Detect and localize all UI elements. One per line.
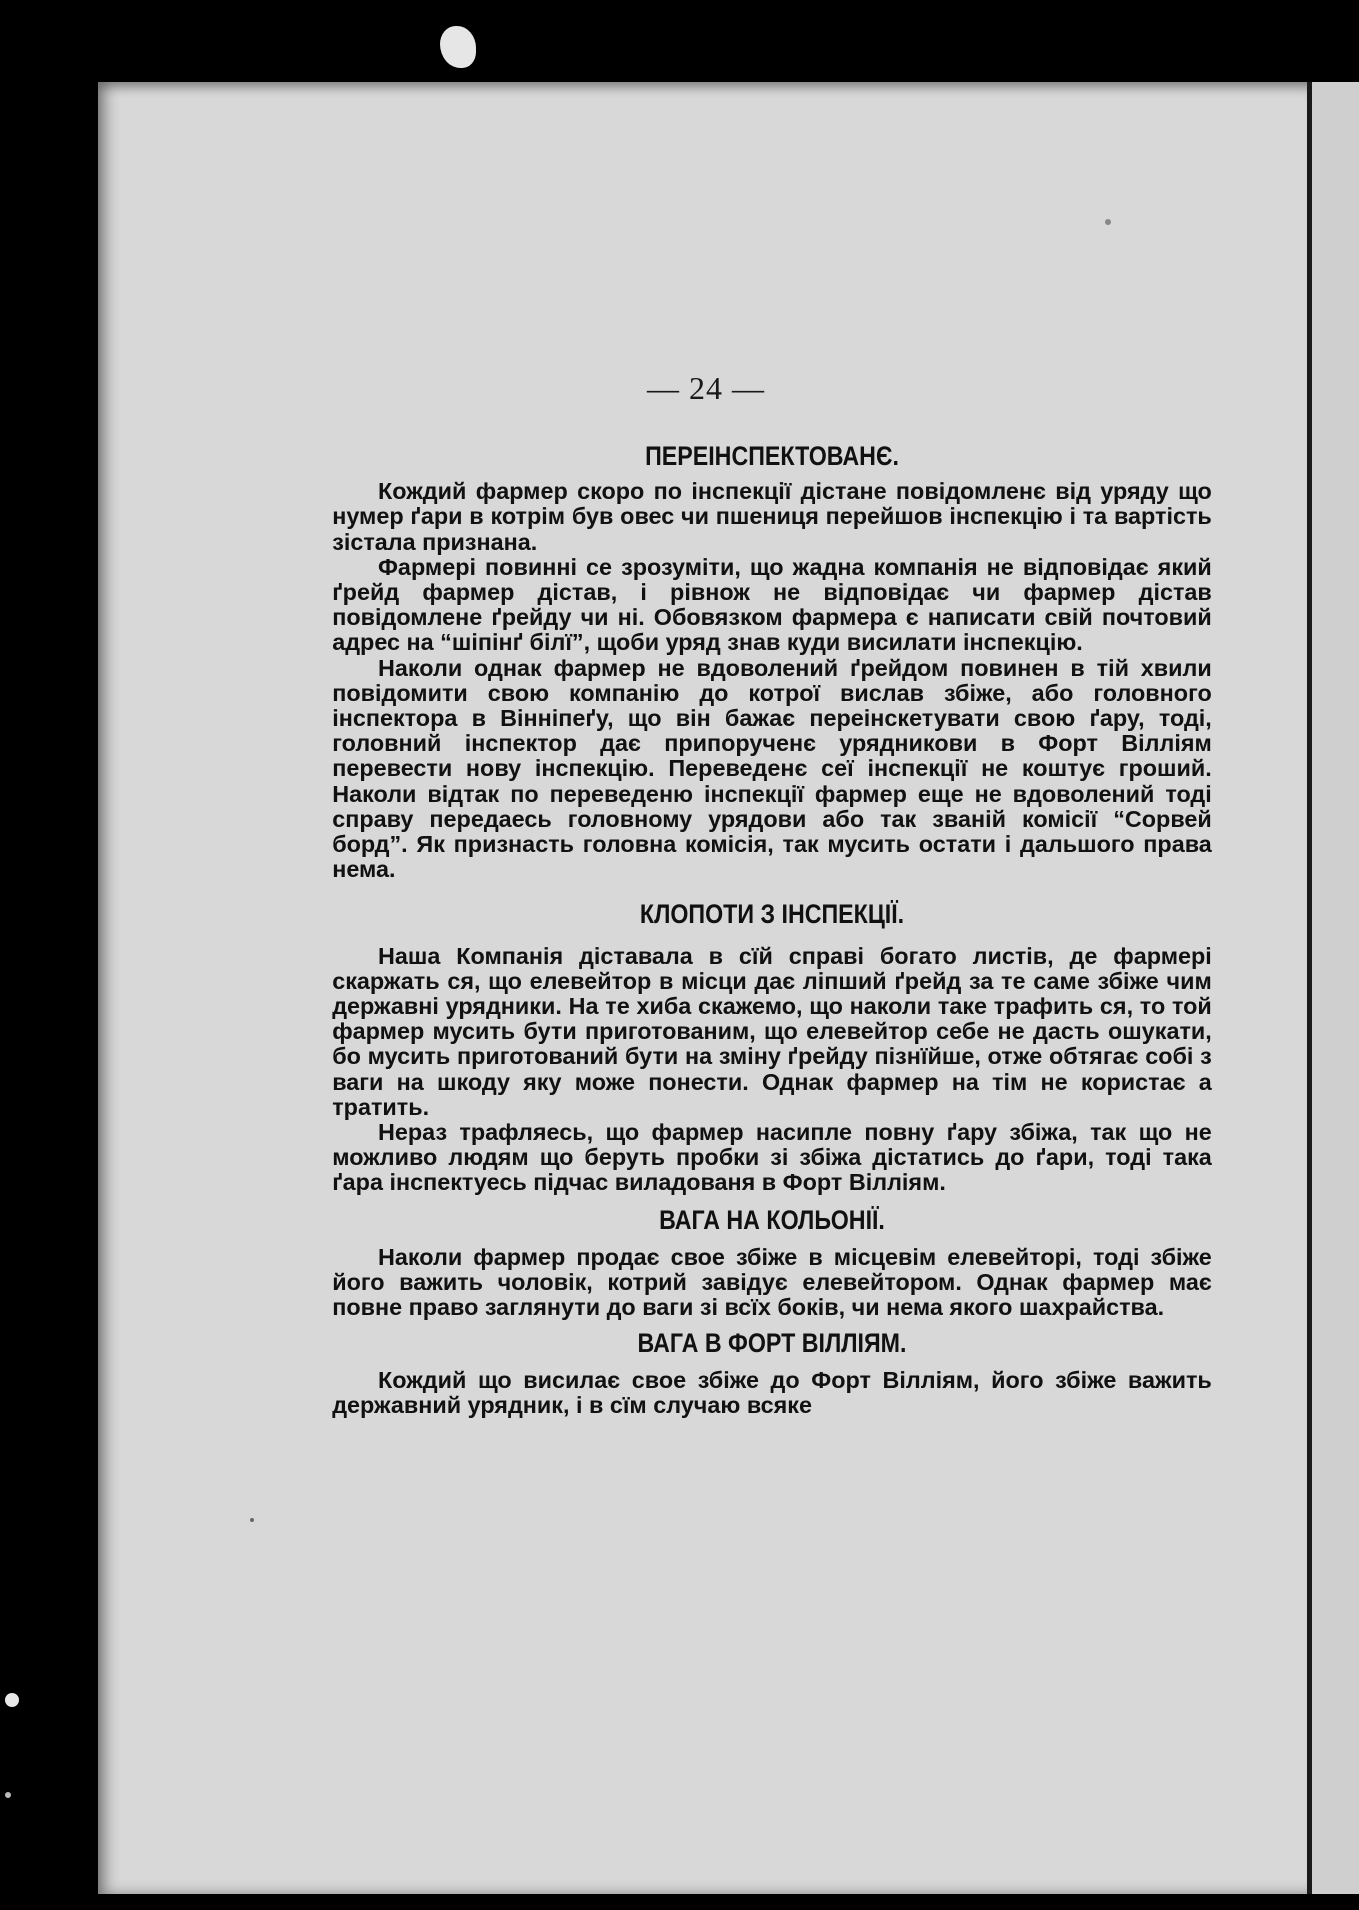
section-heading-weight-colony: ВАГА НА КОЛЬОНІЇ. <box>659 1204 885 1235</box>
paragraph: Наша Компанія діставала в сїй справі богато листів, де фармері скаржать ся, що елевейтор в місци дає ліпший ґрейд за те саме збіже чим державні урядники. На те хиба скажемо, що наколи таке трафить ся, то той фармер мусить бути приготованим, що елевейтор себе не дасть ошукати, бо мусить приготований бути на зміну ґрейду пізнїйше, отже обтягає собі з ваги на шкоду яку може понести. Однак фармер на тім не користає а тратить. <box>332 942 1212 1120</box>
paragraph: Кождий фармер скоро по інспекції дістане повідомленє від уряду що нумер ґари в котрім був овес чи пшениця перейшов інспекцію і та вартість зістала признана. <box>332 478 1212 555</box>
paragraph: Нераз трафляесь, що фармер насипле повну ґару збіжа, так що не можливо людям що беруть пробки зі збіжа дістатись до ґари, тоді така ґара інспектуесь підчас виладованя в Форт Вілліям. <box>332 1119 1212 1196</box>
page-number: — 24 — <box>647 370 765 406</box>
paragraph: Кождий що висилає свое збіже до Форт Вілліям, його збіже важить державний урядник, і в сїм случаю всяке <box>332 1366 1212 1418</box>
paragraph: Фармері повинні се зрозуміти, що жадна компанія не відповідає який ґрейд фармер дістав, і рівнож не відповідає чи фармер дістав повідомлене ґрейду чи ні. Обовязком фармера є написати свій почтовий адрес на “шіпінґ білї”, щоби уряд знав куди висилати інспекцію. <box>332 553 1212 656</box>
section-heading-weight-fort-william: ВАГА В ФОРТ ВІЛЛІЯМ. <box>637 1327 907 1358</box>
section-heading-inspection-troubles: КЛОПОТИ З ІНСПЕКЦІЇ. <box>639 899 905 930</box>
section-heading-reinspection: ПЕРЕІНСПЕКТОВАНЄ. <box>645 441 899 471</box>
paragraph: Наколи фармер продає свое збіже в місцевім елевейторі, тоді збіже його важить чоловік, котрий завідує елевейтором. Однак фармер має повне право заглянути до ваги зі всїх боків, чи нема якого шахрайства. <box>332 1243 1212 1321</box>
paragraph: Наколи однак фармер не вдоволений ґрейдом повинен в тій хвили повідомити свою компанію до котрої вислав збіже, або головного інспектора в Вінніпеґу, що він бажає переінскетувати свою ґару, тоді, головний інспектор дає припорученє урядникови в Форт Вілліям перевести нову інспекцію. Переведенє сеї інспекції не коштує гроший. Наколи відтак по переведеню інспекції фармер еще не вдоволений тоді справу передаесь головному урядови або так званій комісії “Сорвей борд”. Як признасть головна комісія, так мусить остати і дальшого права нема. <box>332 654 1212 883</box>
